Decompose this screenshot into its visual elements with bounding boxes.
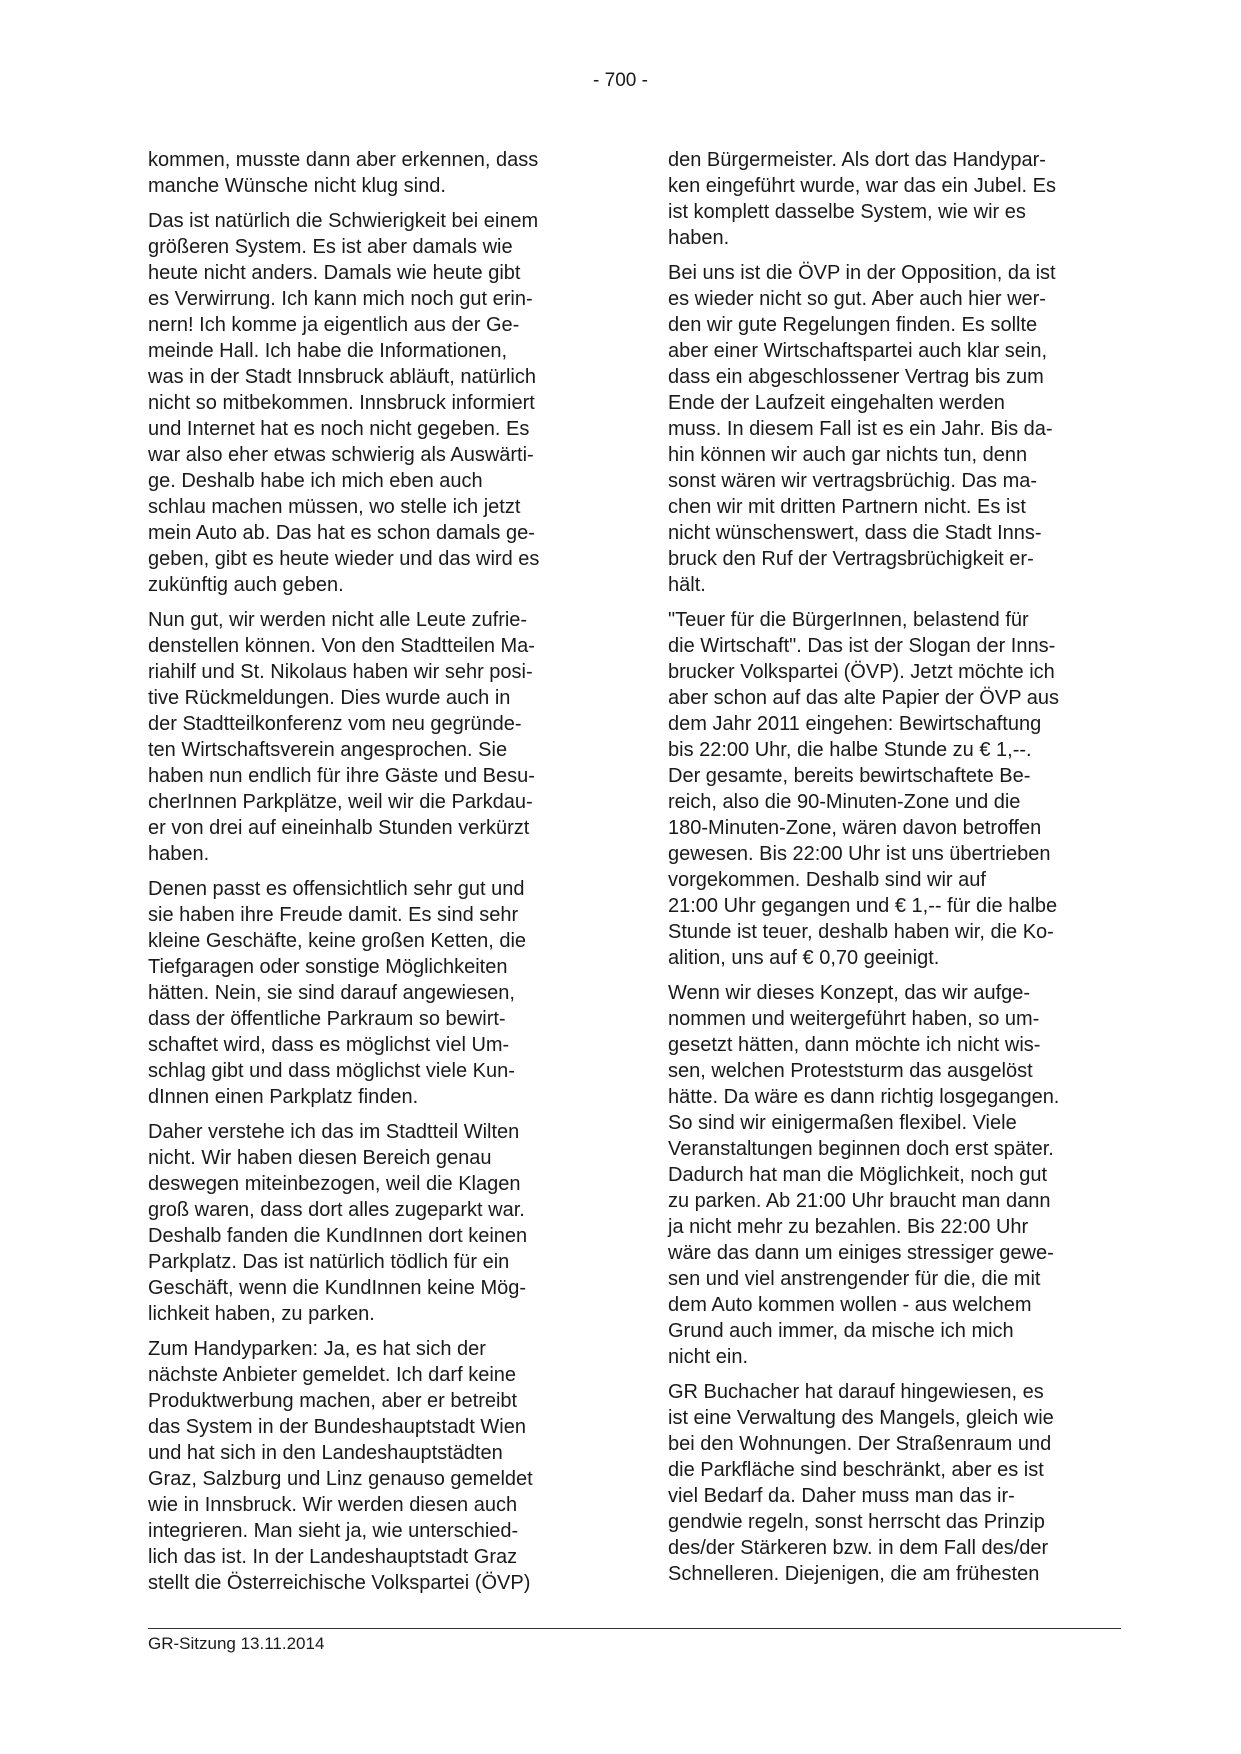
footer-divider [148, 1628, 1121, 1629]
left-column [148, 147, 600, 1605]
paragraph: Wenn wir dieses Konzept, das wir aufge- nommen und weitergeführt haben, so um- gesetzt hätten, dann möchte ich nicht wis- sen, welchen Proteststurm das ausgelöst hätte. Da wäre es dann richtig losgegangen. So sind wir einigermaßen flexibel. Viele Veranstaltungen beginnen doch erst später. Dadurch hat man die Möglichkeit, noch gut zu parken. Ab 21:00 Uhr braucht man dann ja nicht mehr zu bezahlen. Bis 22:00 Uhr wäre das dann um einiges stressiger gewe- sen und viel anstrengender für die, die mit dem Auto kommen wollen - aus welchem Grund auch immer, da mische ich mich nicht ein. [668, 982, 1060, 1368]
right-column [668, 147, 1120, 1596]
paragraph: GR Buchacher hat darauf hingewiesen, es ist eine Verwaltung des Mangels, gleich wie bei den Wohnungen. Der Straßenraum und die Parkfläche sind beschränkt, aber es ist viel Bedarf da. Daher muss man das ir- gendwie regeln, sonst herrscht das Prinzip des/der Stärkeren bzw. in dem Fall des/der Schnelleren. Diejenigen, die am frühesten [668, 1381, 1054, 1585]
paragraph: Bei uns ist die ÖVP in der Opposition, da ist es wieder nicht so gut. Aber auch hier wer- den wir gute Regelungen finden. Es sollte aber einer Wirtschaftspartei auch klar sein, dass ein abgeschlossener Vertrag bis zum Ende der Laufzeit eingehalten werden muss. In diesem Fall ist es ein Jahr. Bis da- hin können wir auch gar nichts tun, denn sonst wären wir vertragsbrüchig. Das ma- chen wir mit dritten Partnern nicht. Es ist nicht wünschenswert, dass die Stadt Inns- bruck den Ruf der Vertragsbrüchigkeit er- hält. [668, 262, 1056, 596]
footer-text: GR-Sitzung 13.11.2014 [148, 1634, 325, 1653]
paragraph: den Bürgermeister. Als dort das Handypar- ken eingeführt wurde, war das ein Jubel. Es ist komplett dasselbe System, wie wir es haben. [668, 149, 1056, 249]
paragraph: Daher verstehe ich das im Stadtteil Wilten nicht. Wir haben diesen Bereich genau deswegen miteinbezogen, weil die Klagen groß waren, dass dort alles zugeparkt war. Deshalb fanden die KundInnen dort keinen Parkplatz. Das ist natürlich tödlich für ein Geschäft, wenn die KundInnen keine Mög- lichkeit haben, zu parken. [148, 1121, 528, 1325]
paragraph: kommen, musste dann aber erkennen, dass manche Wünsche nicht klug sind. [148, 149, 539, 197]
paragraph: Denen passt es offensichtlich sehr gut und sie haben ihre Freude damit. Es sind sehr kleine Geschäfte, keine großen Ketten, die Tiefgaragen oder sonstige Möglichkeiten hätten. Nein, sie sind darauf angewiesen, dass der öffentliche Parkraum so bewirt- schaftet wird, dass es möglichst viel Um- schlag gibt und dass möglichst viele Kun- dInnen einen Parkplatz finden. [148, 878, 527, 1108]
paragraph: Das ist natürlich die Schwierigkeit bei einem größeren System. Es ist aber damals wie heute nicht anders. Damals wie heute gibt es Verwirrung. Ich kann mich noch gut erin- nern! Ich komme ja eigentlich aus der Ge- meinde Hall. Ich habe die Informationen, was in der Stadt Innsbruck abläuft, natürlich nicht so mitbekommen. Innsbruck informiert und Internet hat es noch nicht gegeben. Es war also eher etwas schwierig als Auswärti- ge. Deshalb habe ich mich eben auch schlau machen müssen, wo stelle ich jetzt mein Auto ab. Das hat es schon damals ge- geben, gibt es heute wieder und das wird es zukünftig auch geben. [148, 210, 540, 596]
paragraph: Nun gut, wir werden nicht alle Leute zufrie- denstellen können. Von den Stadtteilen Ma- riahilf und St. Nikolaus haben wir sehr posi- tive Rückmeldungen. Dies wurde auch in der Stadtteilkonferenz vom neu gegründe- ten Wirtschaftsverein angesprochen. Sie haben nun endlich für ihre Gäste und Besu- cherInnen Parkplätze, weil wir die Parkdau- er von drei auf eineinhalb Stunden verkürzt haben. [148, 609, 535, 865]
page-number: - 700 - [593, 70, 648, 91]
paragraph: Zum Handyparken: Ja, es hat sich der nächste Anbieter gemeldet. Ich darf keine Produktwerbung machen, aber er betreibt das System in der Bundeshauptstadt Wien und hat sich in den Landeshauptstädten Graz, Salzburg und Linz genauso gemeldet wie in Innsbruck. Wir werden diesen auch integrieren. Man sieht ja, wie unterschied- lich das ist. In der Landeshauptstadt Graz stellt die Österreichische Volkspartei (ÖVP) [148, 1338, 533, 1594]
paragraph: "Teuer für die BürgerInnen, belastend für die Wirtschaft". Das ist der Slogan der Inns- brucker Volkspartei (ÖVP). Jetzt möchte ich aber schon auf das alte Papier der ÖVP aus dem Jahr 2011 eingehen: Bewirtschaftung bis 22:00 Uhr, die halbe Stunde zu € 1,--. Der gesamte, bereits bewirtschaftete Be- reich, also die 90-Minuten-Zone und die 180-Minuten-Zone, wären davon betroffen gewesen. Bis 22:00 Uhr ist uns übertrieben vorgekommen. Deshalb sind wir auf 21:00 Uhr gegangen und € 1,-- für die halbe Stunde ist teuer, deshalb haben wir, die Ko- alition, uns auf € 0,70 geeinigt. [668, 609, 1059, 969]
